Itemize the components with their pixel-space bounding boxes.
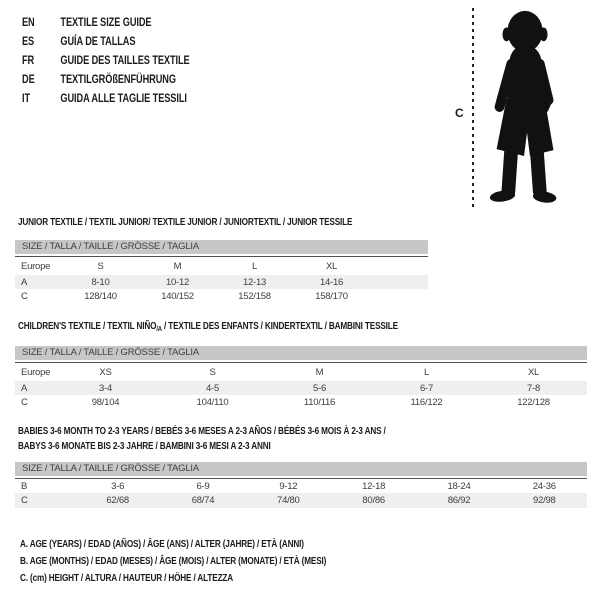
table-cell: S [209,366,216,378]
note-b-age-months: B. AGE (MONTHS) / EDAD (MESES) / ÂGE (MOIS) / ALTER (MONATE) / ETÀ (MESI) [20,555,327,567]
table-row-age-years [15,275,428,289]
lang-code: DE [22,73,35,86]
table-cell: 8-10 [91,276,110,288]
table-cell: 158/170 [315,291,348,302]
lang-title: TEXTILGRÖßENFÜHRUNG [60,73,176,86]
table-cell: 86/92 [447,495,471,506]
legend-notes [20,536,326,587]
table-cell: 128/140 [84,291,117,302]
lang-code: IT [22,92,31,105]
lang-code: EN [22,16,35,29]
table-cell: 98/104 [91,397,120,408]
table-row-age-years [15,381,587,395]
row-label: Europe [21,260,51,272]
lang-title: TEXTILE SIZE GUIDE [60,16,152,29]
table-cell: 92/98 [533,495,556,506]
childrens-textile-table [15,346,587,410]
section-heading-babies [18,424,386,454]
table-cell: 116/122 [410,397,443,408]
language-title-list [22,13,190,108]
table-row-age-months [15,478,587,493]
table-cell: 7-8 [527,382,540,394]
lang-code: FR [22,54,35,67]
table-cell: 3-4 [99,382,112,394]
table-cell: 122/128 [517,397,550,408]
lang-title: GUÍA DE TALLAS [60,35,136,48]
note-a-age-years: A. AGE (YEARS) / EDAD (AÑOS) / ÂGE (ANS) / ALTER (JAHRE) / ETÀ (ANNI) [20,538,304,550]
table-cell: 140/152 [161,291,194,302]
table-cell: M [315,366,324,378]
table-cell: S [97,260,104,272]
section-heading-childrens-textile [18,320,398,333]
lang-row-es [22,32,190,51]
heading-line-1: BABIES 3-6 MONTH TO 2-3 YEARS / BEBÉS 3-6 MESES A 2-3 AÑOS / BÉBÉS 3-6 MOIS À 2-3 ANS / [18,425,386,437]
table-cell: 12-18 [362,480,386,492]
row-label: A [21,276,28,288]
table-cell: 24-36 [532,480,556,492]
table-cell: 6-7 [420,382,433,394]
table-row-height-cm [15,493,587,508]
table-cell: 14-16 [319,276,344,288]
toddler-silhouette-image [484,5,570,205]
heading-text: / TEXTILE DES ENFANTS / KINDERTEXTIL / BAMBINI TESSILE [161,320,398,332]
size-header-bar: SIZE / TALLA / TAILLE / GRÖSSE / TAGLIA [15,346,587,360]
lang-title: GUIDA ALLE TAGLIE TESSILI [60,92,187,105]
table-cell: 12-13 [242,276,267,288]
row-label: A [21,382,28,394]
table-row-europe [15,256,428,275]
babies-textile-table [15,462,587,508]
table-cell: 3-6 [111,480,125,492]
heading-subscript: /A [156,324,162,333]
section-heading-junior-textile: JUNIOR TEXTILE / TEXTIL JUNIOR/ TEXTILE JUNIOR / JUNIORTEXTIL / JUNIOR TESSILE [18,216,353,228]
junior-textile-table [15,240,428,304]
row-label: B [21,480,28,492]
size-header-bar: SIZE / TALLA / TAILLE / GRÖSSE / TAGLIA [15,462,587,476]
row-label: C [21,495,28,506]
lang-title: GUIDE DES TAILLES TEXTILE [60,54,190,67]
heading-line-2: BABYS 3-6 MONATE BIS 2-3 JAHRE / BAMBINI 3-6 MESI A 2-3 ANNI [18,440,271,452]
table-cell: 104/110 [196,397,229,408]
table-row-height-cm [15,289,428,304]
table-cell: 5-6 [313,382,326,394]
row-label: C [21,397,28,408]
lang-row-fr [22,51,190,70]
table-cell: L [251,260,258,272]
note-c-height-cm: C. (cm) HEIGHT / ALTURA / HAUTEUR / HÖHE / ALTEZZA [20,572,234,584]
size-header-bar: SIZE / TALLA / TAILLE / GRÖSSE / TAGLIA [15,240,428,254]
lang-code: ES [22,35,35,48]
height-dotted-line [472,8,474,210]
lang-row-de [22,70,190,89]
table-cell: 74/80 [277,495,300,506]
table-cell: 18-24 [447,480,471,492]
table-cell: XL [527,366,540,378]
table-cell: 110/116 [303,397,336,408]
table-row-height-cm [15,395,587,410]
lang-row-it [22,89,190,108]
table-cell: XL [325,260,338,272]
height-measure-label: C [455,106,464,120]
table-cell: M [173,260,182,272]
table-cell: 152/158 [238,291,271,302]
table-cell: 80/86 [362,495,385,506]
heading-text: CHILDREN'S TEXTILE / TEXTIL NIÑO [18,320,157,332]
table-row-europe [15,362,587,381]
table-cell: 6-9 [196,480,210,492]
lang-row-en [22,13,190,32]
row-label: C [21,291,28,302]
table-cell: L [423,366,430,378]
table-cell: 62/68 [106,495,129,506]
row-label: Europe [21,366,51,378]
table-cell: 10-12 [165,276,190,288]
table-cell: 4-5 [206,382,219,394]
table-cell: 9-12 [279,480,298,492]
table-cell: 68/74 [191,495,215,506]
table-cell: XS [99,366,112,378]
